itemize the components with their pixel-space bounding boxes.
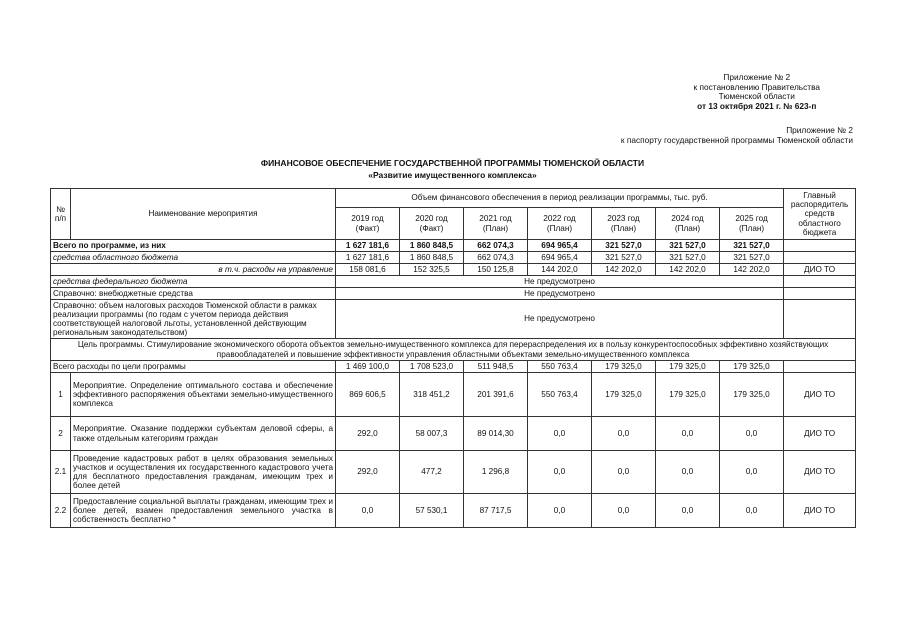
regional-value: 1 860 848,5: [400, 252, 464, 264]
extrabudget-note: Не предусмотрено: [336, 288, 784, 300]
regional-value: 321 527,0: [720, 252, 784, 264]
row-num: 2.2: [51, 494, 71, 528]
row-num: 1: [51, 373, 71, 417]
row-value: 1 296,8: [464, 451, 528, 494]
header-name: Наименование мероприятия: [71, 189, 336, 240]
extrabudget-manager: [784, 288, 856, 300]
header-year-2023: 2023 год (План): [592, 208, 656, 240]
regional-value: 1 627 181,6: [336, 252, 400, 264]
row-value: 292,0: [336, 417, 400, 451]
row-name: Мероприятие. Оказание поддержки субъектам деловой сферы, а также отдельным категориям граждан: [71, 417, 336, 451]
row-value: 0,0: [528, 451, 592, 494]
goal-total-value: 179 325,0: [592, 361, 656, 373]
row-value: 179 325,0: [720, 373, 784, 417]
management-value: 142 202,0: [720, 264, 784, 276]
row-value: 57 530,1: [400, 494, 464, 528]
row-value: 0,0: [592, 494, 656, 528]
goal-total-row: [51, 361, 856, 373]
regional-value: 694 965,4: [528, 252, 592, 264]
federal-manager: [784, 276, 856, 288]
row-value: 0,0: [720, 417, 784, 451]
total-value: 321 527,0: [720, 240, 784, 252]
row-name: Предоставление социальной выплаты гражданам, имеющим трех и более детей, взамен предоставления земельного участка в собственность бесплатно *: [71, 494, 336, 528]
goal-total-value: 550 763,4: [528, 361, 592, 373]
management-manager: ДИО ТО: [784, 264, 856, 276]
row-manager: ДИО ТО: [784, 417, 856, 451]
tax-label: Справочно: объем налоговых расходов Тюменской области в рамках реализации программы (по годам с учетом периода действия соответствующей налоговой льготы, установленной действующим региональным законодательством): [51, 300, 336, 339]
total-value: 321 527,0: [592, 240, 656, 252]
row-name: Мероприятие. Определение оптимального состава и обеспечение эффективного распоряжения объектами земельно-имущественного комплекса: [71, 373, 336, 417]
management-row: [51, 264, 856, 276]
management-value: 142 202,0: [592, 264, 656, 276]
row-value: 0,0: [528, 494, 592, 528]
header-volume: Объем финансового обеспечения в период реализации программы, тыс. руб.: [336, 189, 784, 208]
goal-total-value: 179 325,0: [656, 361, 720, 373]
document-title-main: ФИНАНСОВОЕ ОБЕСПЕЧЕНИЕ ГОСУДАРСТВЕННОЙ ПРОГРАММЫ ТЮМЕНСКОЙ ОБЛАСТИ: [260, 158, 645, 168]
goal-total-value: 511 948,5: [464, 361, 528, 373]
document-title-program: «Развитие имущественного комплекса»: [368, 170, 537, 180]
management-label: в т.ч. расходы на управление: [51, 264, 336, 276]
row-value: 0,0: [592, 451, 656, 494]
extrabudget-label: Справочно: внебюджетные средства: [51, 288, 336, 300]
table-row: [51, 451, 856, 494]
federal-budget-row: [51, 276, 856, 288]
total-manager: [784, 240, 856, 252]
management-value: 158 081,6: [336, 264, 400, 276]
appendix-region: Тюменской области: [718, 91, 795, 102]
row-value: 0,0: [656, 451, 720, 494]
federal-budget-note: Не предусмотрено: [336, 276, 784, 288]
regional-value: 321 527,0: [656, 252, 720, 264]
row-value: 292,0: [336, 451, 400, 494]
header-year-2022: 2022 год (План): [528, 208, 592, 240]
header-num: № п/п: [51, 189, 71, 240]
appendix-passport: [621, 126, 853, 145]
row-value: 87 717,5: [464, 494, 528, 528]
total-value: 321 527,0: [656, 240, 720, 252]
extrabudget-row: [51, 288, 856, 300]
financing-table: [50, 188, 856, 528]
row-value: 0,0: [720, 494, 784, 528]
row-value: 0,0: [336, 494, 400, 528]
row-value: 0,0: [592, 417, 656, 451]
goal-text: Цель программы. Стимулирование экономического оборота объектов земельно-имущественного комплекса для перераспределения их в пользу конкурентоспособных эффективно хозяйствующих правообладателей и повышение эффективности управления областными объектами земельно-имущественного комплекса: [51, 339, 856, 361]
goal-total-value: 179 325,0: [720, 361, 784, 373]
row-value: 477,2: [400, 451, 464, 494]
regional-budget-label: средства областного бюджета: [51, 252, 336, 264]
header-year-2024: 2024 год (План): [656, 208, 720, 240]
header-year-2025: 2025 год (План): [720, 208, 784, 240]
row-value: 0,0: [656, 417, 720, 451]
total-row: [51, 240, 856, 252]
total-value: 662 074,3: [464, 240, 528, 252]
goal-total-value: 1 708 523,0: [400, 361, 464, 373]
row-num: 2: [51, 417, 71, 451]
table-row: [51, 373, 856, 417]
row-value: 0,0: [528, 417, 592, 451]
tax-note: Не предусмотрено: [336, 300, 784, 339]
appendix-government-decree: [694, 73, 820, 111]
appendix-title: Приложение № 2: [723, 72, 791, 82]
header-manager: Главный распорядитель средств областного бюджета: [784, 189, 856, 240]
row-value: 550 763,4: [528, 373, 592, 417]
row-num: 2.1: [51, 451, 71, 494]
tax-manager: [784, 300, 856, 339]
row-value: 318 451,2: [400, 373, 464, 417]
total-value: 694 965,4: [528, 240, 592, 252]
management-value: 142 202,0: [656, 264, 720, 276]
passport-appendix-text: к паспорту государственной программы Тюменской области: [620, 134, 853, 145]
header-year-2020: 2020 год (Факт): [400, 208, 464, 240]
row-value: 179 325,0: [656, 373, 720, 417]
appendix-decree-text: к постановлению Правительства: [693, 81, 820, 92]
header-year-2021: 2021 год (План): [464, 208, 528, 240]
header-row-top: [51, 189, 856, 208]
goal-total-manager: [784, 361, 856, 373]
row-manager: ДИО ТО: [784, 373, 856, 417]
table-row: [51, 494, 856, 528]
federal-budget-label: средства федерального бюджета: [51, 276, 336, 288]
document-title: [0, 157, 905, 181]
header-year-2019: 2019 год (Факт): [336, 208, 400, 240]
table-row: [51, 417, 856, 451]
appendix-decree-date: от 13 октября 2021 г. № 623-п: [697, 100, 817, 111]
regional-budget-row: [51, 252, 856, 264]
tax-row: [51, 300, 856, 339]
regional-value: 321 527,0: [592, 252, 656, 264]
goal-total-value: 1 469 100,0: [336, 361, 400, 373]
total-label: Всего по программе, из них: [51, 240, 336, 252]
regional-value: 662 074,3: [464, 252, 528, 264]
row-manager: ДИО ТО: [784, 494, 856, 528]
row-value: 201 391,6: [464, 373, 528, 417]
row-value: 89 014,30: [464, 417, 528, 451]
total-value: 1 627 181,6: [336, 240, 400, 252]
total-value: 1 860 848,5: [400, 240, 464, 252]
row-value: 0,0: [720, 451, 784, 494]
row-manager: ДИО ТО: [784, 451, 856, 494]
management-value: 152 325,5: [400, 264, 464, 276]
management-value: 144 202,0: [528, 264, 592, 276]
goal-total-label: Всего расходы по цели программы: [51, 361, 336, 373]
row-name: Проведение кадастровых работ в целях образования земельных участков и осуществления их государственного кадастрового учета для бесплатного предоставления гражданам, имеющим трех и более детей: [71, 451, 336, 494]
row-value: 869 606,5: [336, 373, 400, 417]
goal-row: [51, 339, 856, 361]
passport-appendix-title: Приложение № 2: [786, 125, 853, 135]
row-value: 179 325,0: [592, 373, 656, 417]
row-value: 58 007,3: [400, 417, 464, 451]
management-value: 150 125,8: [464, 264, 528, 276]
row-value: 0,0: [656, 494, 720, 528]
regional-manager: [784, 252, 856, 264]
